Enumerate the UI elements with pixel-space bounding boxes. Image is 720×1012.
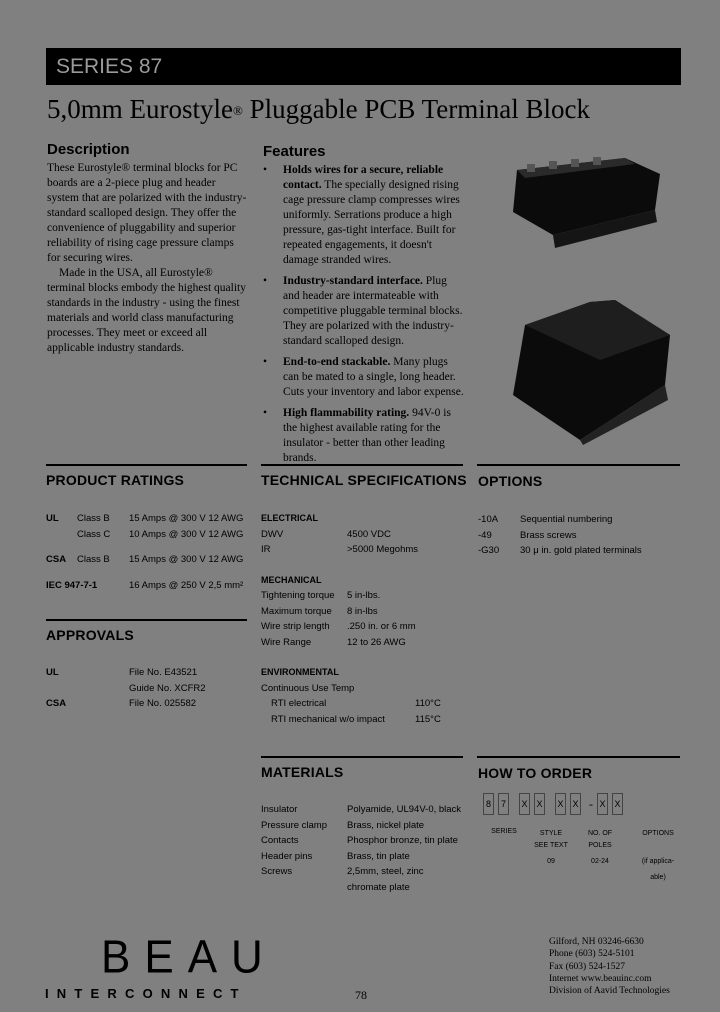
description-heading: Description: [47, 141, 130, 158]
material-row: Screws 2,5mm, steel, zinc: [261, 866, 424, 877]
options-table: [478, 512, 678, 559]
material-row: Pressure clamp Brass, nickel plate: [261, 819, 425, 831]
material-row: Insulator Polyamide, UL94V-0, black: [261, 804, 462, 815]
spec-row: Tightening torque 5 in-lbs.: [261, 590, 381, 601]
feature-item: • High flammability rating. 94V-0 is the highest available rating for the insulator - better than other leading brands.: [263, 406, 466, 466]
materials-table: [261, 802, 471, 895]
order-box: X: [597, 793, 608, 815]
electrical-label: ELECTRICAL: [261, 513, 318, 523]
spec-row: Wire Range 12 to 26 AWG: [261, 636, 406, 648]
order-label-style: STYLE SEE TEXT 09: [534, 830, 568, 865]
spec-row: Maximum torque 8 in-lbs: [261, 605, 378, 617]
order-box: 8: [483, 793, 494, 815]
material-row: chromate plate: [347, 881, 410, 893]
beau-logo: BEAU: [101, 931, 277, 984]
spec-row: RTI mechanical w/o impact 115°C: [271, 713, 441, 725]
options-heading: OPTIONS: [478, 473, 543, 489]
tech-specs-heading: TECHNICAL SPECIFICATIONS: [261, 472, 467, 488]
feature-item: • End-to-end stackable. Many plugs can be mated to a single, long header. Cuts your inventory and labor expense.: [263, 355, 466, 400]
tech-specs-table: [261, 511, 471, 727]
product-ratings-heading: PRODUCT RATINGS: [46, 472, 185, 488]
division-line: Division of Aavid Technologies: [549, 986, 670, 997]
phone-line: Phone (603) 524-5101: [549, 949, 635, 960]
ratings-row: IEC 947-7-1 16 Amps @ 250 V 2,5 mm²: [46, 579, 244, 591]
divider: [477, 756, 680, 758]
ratings-row: Class C 10 Amps @ 300 V 12 AWG: [77, 528, 244, 540]
mechanical-label: MECHANICAL: [261, 574, 322, 585]
approvals-row: Guide No. XCFR2: [129, 682, 206, 694]
materials-heading: MATERIALS: [261, 764, 344, 780]
order-box: X: [519, 793, 530, 815]
order-label-options: OPTIONS (if applica- able): [641, 830, 675, 881]
description-body: [47, 161, 247, 356]
order-dash: -: [589, 797, 593, 811]
ratings-row: UL Class B 15 Amps @ 300 V 12 AWG: [46, 513, 244, 524]
divider: [477, 464, 680, 466]
option-row: -10A Sequential numbering: [478, 514, 613, 525]
order-box: X: [570, 793, 581, 815]
divider: [261, 756, 463, 758]
material-row: Contacts Phosphor bronze, tin plate: [261, 835, 458, 846]
feature-item: • Industry-standard interface. Plug and header are intermateable with competitive pluggable terminal blocks. They are polarized with the industry-standard scalloped design.: [263, 274, 466, 349]
how-to-order-heading: HOW TO ORDER: [478, 765, 593, 781]
features-heading: Features: [263, 143, 326, 160]
header-photo: [505, 290, 675, 445]
features-list: [263, 163, 466, 472]
address-line: Gilford, NH 03246-6630: [549, 937, 644, 947]
order-box: X: [612, 793, 623, 815]
environmental-sub: Continuous Use Temp: [261, 682, 355, 694]
material-row: Header pins Brass, tin plate: [261, 850, 410, 862]
ratings-row: CSA Class B 15 Amps @ 300 V 12 AWG: [46, 554, 244, 565]
internet-line: Internet www.beauinc.com: [549, 973, 652, 984]
divider: [46, 619, 247, 621]
divider: [46, 464, 247, 466]
spec-row: Wire strip length .250 in. or 6 mm: [261, 621, 416, 632]
order-code-boxes: [483, 793, 627, 815]
page-number: 78: [355, 988, 367, 1002]
spec-row: DWV 4500 VDC: [261, 528, 391, 540]
contact-info: [549, 936, 670, 997]
plug-photo: [505, 150, 665, 260]
order-label-series: SERIES: [491, 828, 517, 835]
approvals-table: [46, 665, 256, 712]
description-para-1: These Eurostyle® terminal blocks for PC boards are a 2-piece plug and header system that are polarized with the industry-standard scalloped design. They offer the convenience of pluggability and superior reliability of rising cage pressure clamps for securing wires.: [47, 162, 247, 264]
approvals-heading: APPROVALS: [46, 627, 134, 643]
divider: [261, 464, 463, 466]
feature-item: • Holds wires for a secure, reliable contact. The specially designed rising cage pressure clamp compresses wires uniformly. Serrations produce a high pressure, gas-tight interface. Built for repeated engagements, it doesn't damage stranded wires.: [263, 163, 466, 268]
order-box: 7: [498, 793, 509, 815]
option-row: -G30 30 μ in. gold plated terminals: [478, 545, 642, 556]
order-box: X: [555, 793, 566, 815]
description-para-2: Made in the USA, all Eurostyle® terminal blocks embody the highest quality standards in the industry - using the finest materials and world class manufacturing processes. They meet or exceed all applicable industry standards.: [47, 267, 246, 354]
order-box: X: [534, 793, 545, 815]
beau-logo-subtitle: INTERCONNECT: [45, 986, 247, 1001]
approvals-row: CSA File No. 025582: [46, 698, 197, 709]
option-row: -49 Brass screws: [478, 529, 577, 541]
environmental-label: ENVIRONMENTAL: [261, 667, 339, 677]
fax-line: Fax (603) 524-1527: [549, 961, 625, 972]
spec-row: IR >5000 Megohms: [261, 544, 419, 555]
order-label-poles: NO. OF POLES 02-24: [587, 830, 613, 865]
series-header: SERIES 87: [46, 48, 681, 85]
approvals-row: UL File No. E43521: [46, 667, 198, 678]
product-ratings-table: [46, 511, 256, 593]
page-title: 5,0mm Eurostyle® Pluggable PCB Terminal Block: [47, 94, 590, 124]
spec-row: RTI electrical 110°C: [271, 698, 441, 709]
